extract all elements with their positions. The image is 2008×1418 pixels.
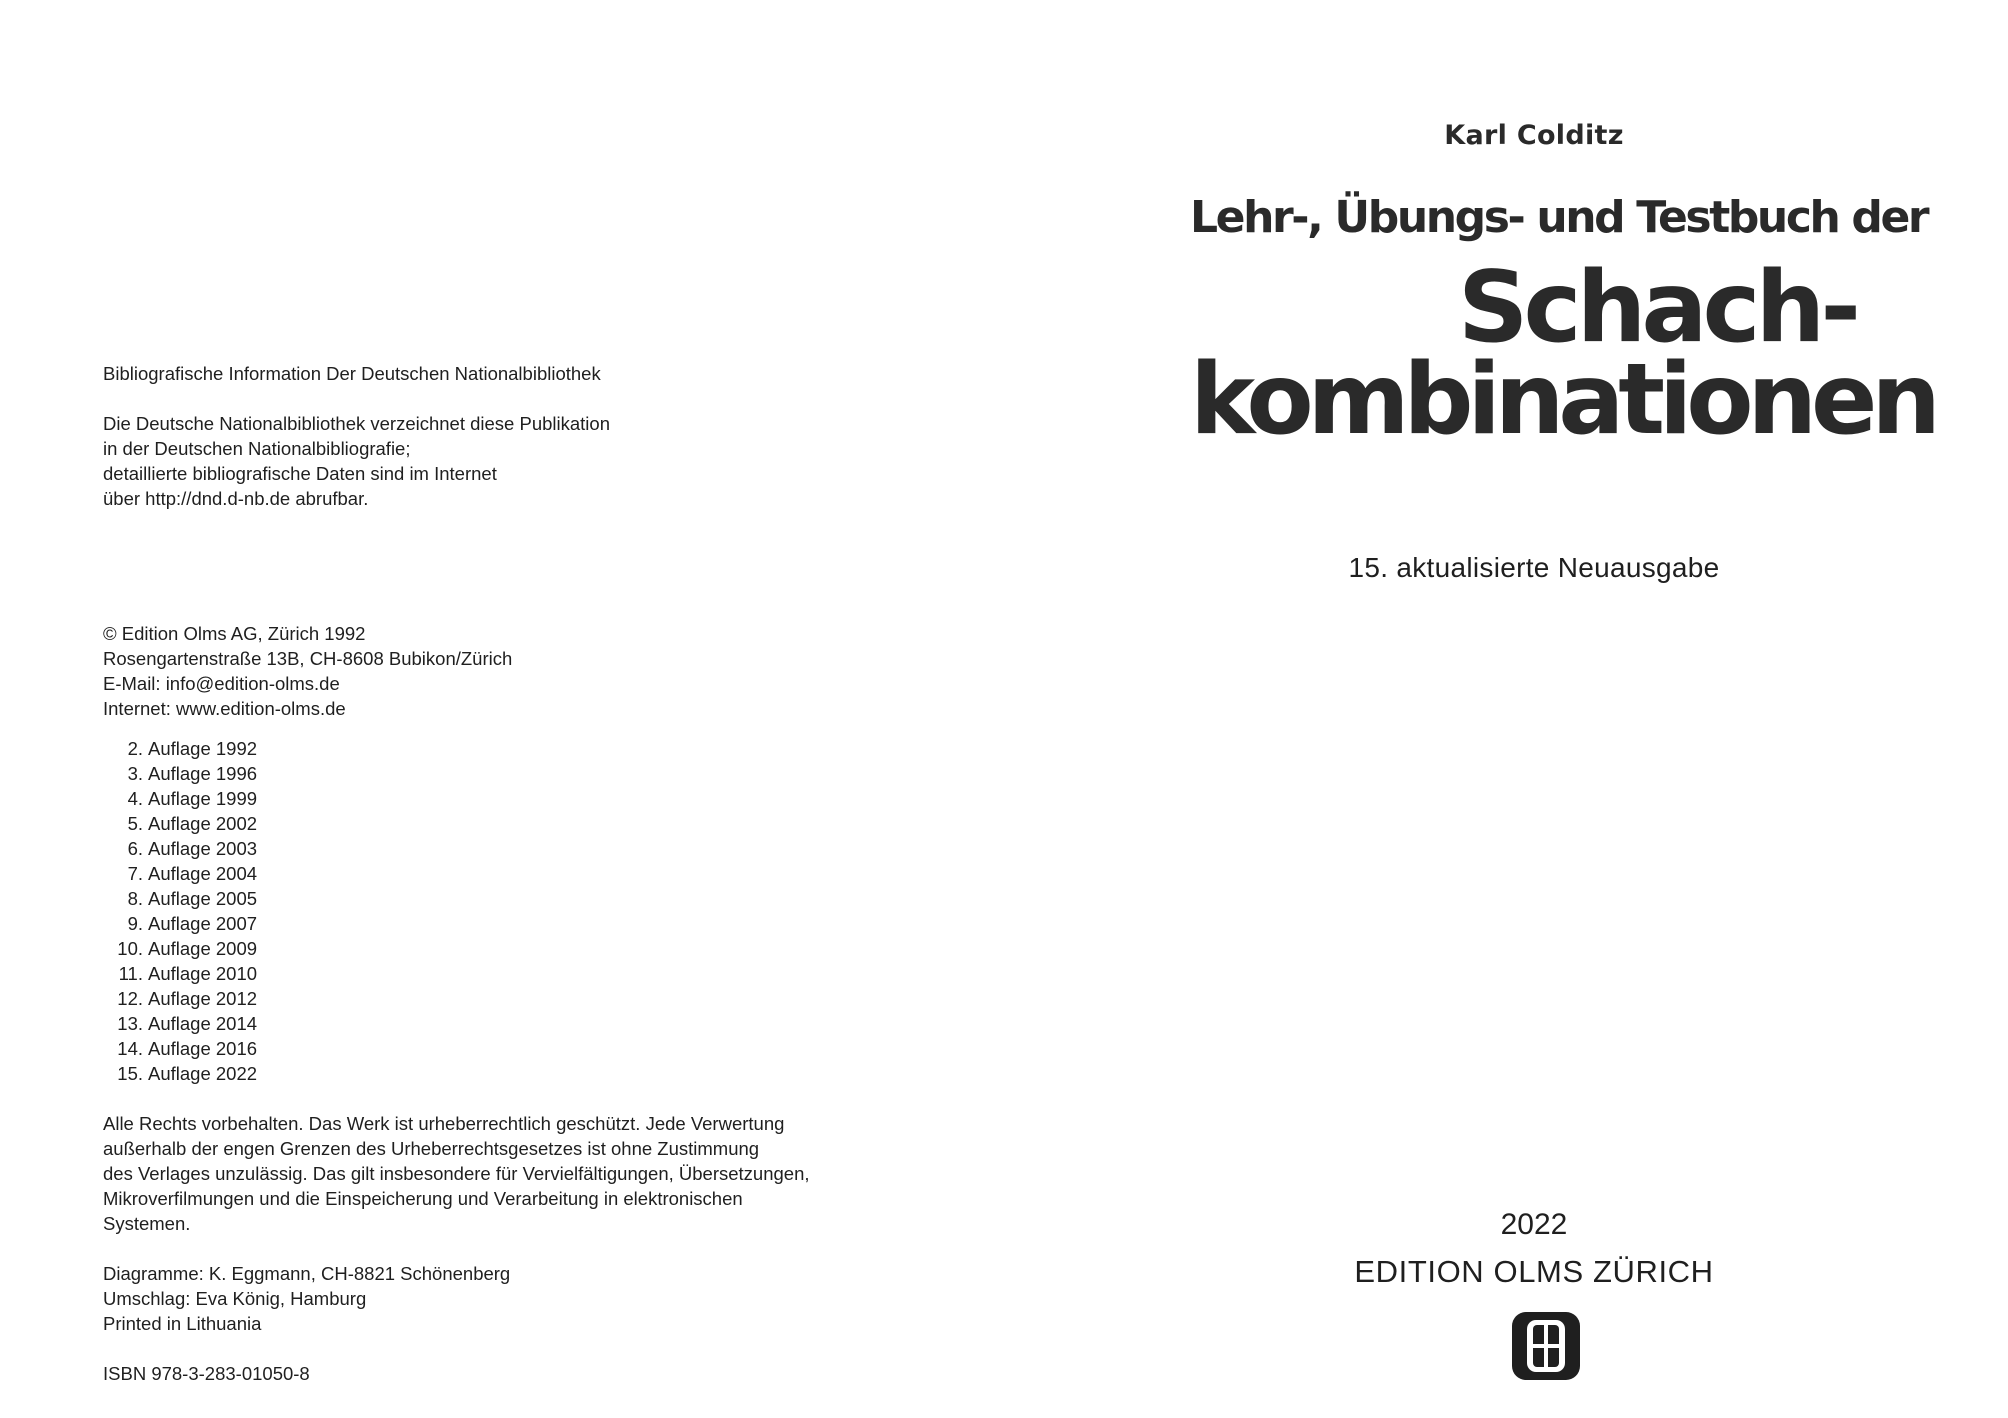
edition-item: 12. Auflage 2012 xyxy=(117,988,258,1009)
edition-item: 5. Auflage 2002 xyxy=(127,813,258,834)
edition-item: 14. Auflage 2016 xyxy=(117,1038,258,1059)
rights-line: Systemen. xyxy=(103,1213,191,1234)
edition-item: 3. Auflage 1996 xyxy=(127,763,258,784)
diagrams-credit: Diagramme: K. Eggmann, CH-8821 Schönenberg xyxy=(103,1263,511,1284)
edition-item: 11. Auflage 2010 xyxy=(118,963,258,984)
rights-line: Mikroverfilmungen und die Einspeicherung und Verarbeitung in elektronischen xyxy=(103,1188,743,1209)
edition-item: 9. Auflage 2007 xyxy=(127,913,258,934)
bibliographic-heading: Bibliografische Information Der Deutschen Nationalbibliothek xyxy=(103,363,601,384)
edition-note: 15. aktualisierte Neuausgabe xyxy=(1348,552,1720,583)
edition-item: 13. Auflage 2014 xyxy=(117,1013,258,1034)
copyright-block xyxy=(103,621,512,721)
rights-line: Alle Rechts vorbehalten. Das Werk ist urheberrechtlich geschützt. Jede Verwertung xyxy=(103,1113,785,1134)
bibliographic-notice xyxy=(103,411,610,511)
bibliographic-line: Die Deutsche Nationalbibliothek verzeichnet diese Publikation xyxy=(103,413,610,434)
edition-item: 7. Auflage 2004 xyxy=(127,863,258,884)
edition-item: 10. Auflage 2009 xyxy=(117,938,258,959)
credits-block xyxy=(103,1261,510,1336)
rights-line: außerhalb der engen Grenzen des Urheberrechtsgesetzes ist ohne Zustimmung xyxy=(103,1138,760,1159)
edition-item: 6. Auflage 2003 xyxy=(127,838,258,859)
edition-history-list xyxy=(103,736,257,1086)
website-line: Internet: www.edition-olms.de xyxy=(103,698,346,719)
email-line: E-Mail: info@edition-olms.de xyxy=(103,673,340,694)
isbn: ISBN 978-3-283-01050-8 xyxy=(103,1363,310,1384)
publisher-name: EDITION OLMS ZÜRICH xyxy=(1354,1254,1714,1289)
rights-notice xyxy=(103,1111,810,1236)
bibliographic-line: über http://dnd.d-nb.de abrufbar. xyxy=(103,488,369,509)
publication-year: 2022 xyxy=(1500,1208,1568,1241)
book-title-line-1: Schach- xyxy=(1457,251,1856,365)
copyright-line: © Edition Olms AG, Zürich 1992 xyxy=(103,623,366,644)
cover-credit: Umschlag: Eva König, Hamburg xyxy=(103,1288,367,1309)
book-title-line-2: kombinationen xyxy=(1190,343,1935,457)
address-line: Rosengartenstraße 13B, CH-8608 Bubikon/Zürich xyxy=(103,648,513,669)
book-subtitle: Lehr-, Übungs- und Testbuch der xyxy=(1190,192,1928,243)
edition-item: 8. Auflage 2005 xyxy=(127,888,258,909)
edition-item: 2. Auflage 1992 xyxy=(127,738,258,759)
bibliographic-line: detaillierte bibliografische Daten sind im Internet xyxy=(103,463,497,484)
bibliographic-line: in der Deutschen Nationalbibliografie; xyxy=(103,438,411,459)
title-page xyxy=(1004,0,2008,1418)
edition-item: 15. Auflage 2022 xyxy=(117,1063,258,1084)
author-name: Karl Colditz xyxy=(1444,120,1624,151)
edition-item: 4. Auflage 1999 xyxy=(127,788,258,809)
book-title xyxy=(1190,251,1935,457)
rights-line: des Verlages unzulässig. Das gilt insbesondere für Vervielfältigungen, Übersetzungen, xyxy=(103,1163,810,1184)
printed-in: Printed in Lithuania xyxy=(103,1313,262,1334)
edition-olms-e-logo-icon xyxy=(1510,1310,1582,1382)
